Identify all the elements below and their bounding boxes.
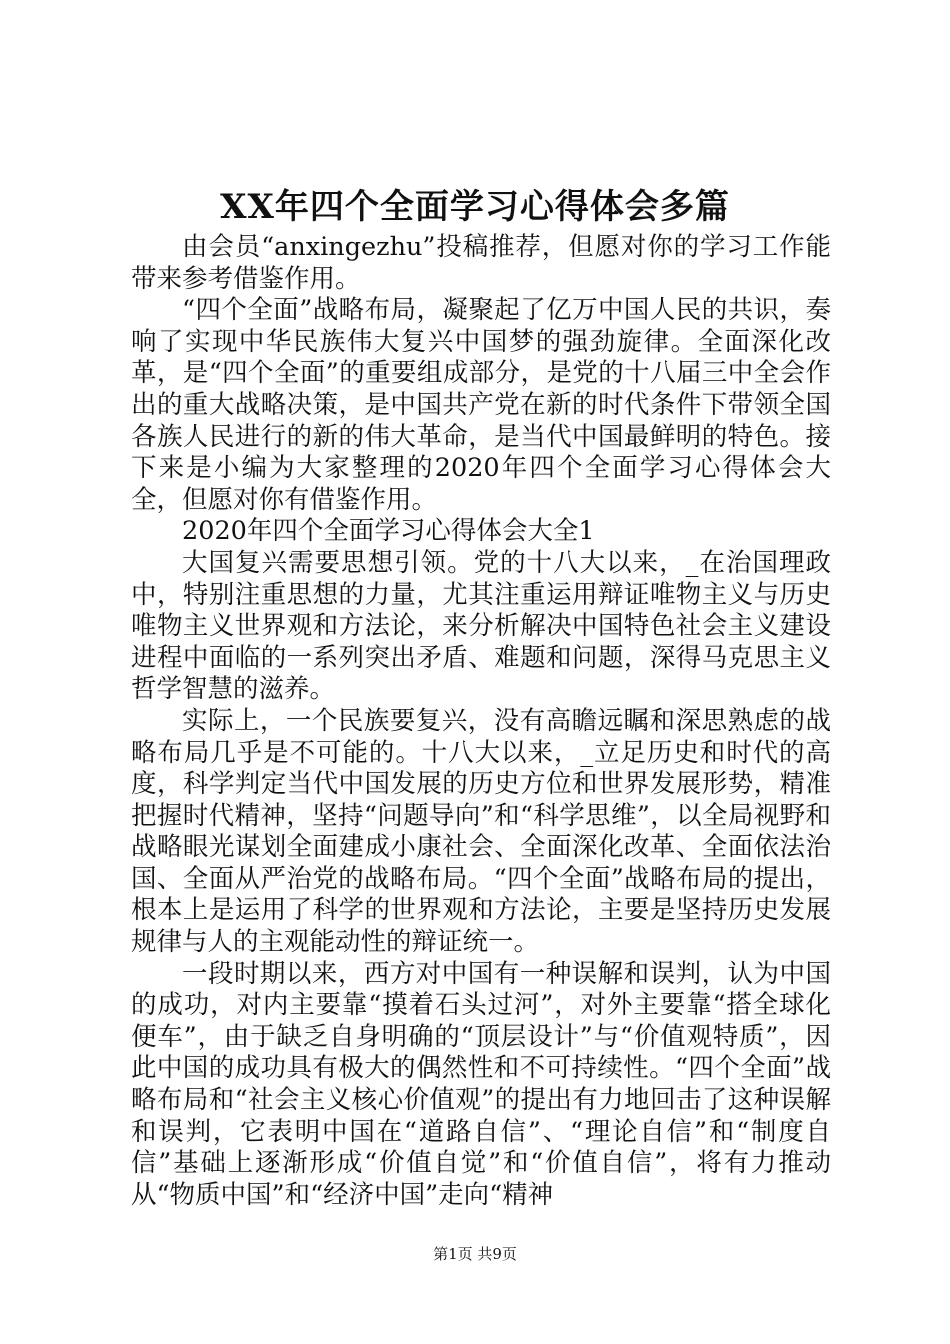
body-paragraph: 一段时期以来，西方对中国有一种误解和误判，认为中国的成功，对内主要靠“摸着石头过河”，对外主要靠“搭全球化便车”，由于缺乏自身明确的“顶层设计”与“价值观特质”，因此中国的成功具有极大的偶然性和不可持续性。“四个全面”战略布局和“社会主义核心价值观”的提出有力地回击了这种误解和误判，它表明中国在“道路自信”、“理论自信”和“制度自信”基础上逐渐形成“价值自觉”和“价值自信”，将有力推动从“物质中国”和“经济中国”走向“精神 — [131, 958, 831, 1210]
intro-paragraph: 由会员“anxingezhu”投稿推荐，但愿对你的学习工作能带来参考借鉴作用。 — [131, 232, 831, 294]
summary-paragraph: “四个全面”战略布局，凝聚起了亿万中国人民的共识，奏响了实现中华民族伟大复兴中国梦的强劲旋律。全面深化改革，是“四个全面”的重要组成部分，是党的十八届三中全会作出的重大战略决策，是中国共产党在新的时代条件下带领全国各族人民进行的新的伟大革命，是当代中国最鲜明的特色。接下来是小编为大家整理的2020年四个全面学习心得体会大全，但愿对你有借鉴作用。 — [131, 295, 831, 515]
body-paragraph: 大国复兴需要思想引领。党的十八大以来，_在治国理政中，特别注重思想的力量，尤其注重运用辩证唯物主义与历史唯物主义世界观和方法论，来分析解决中国特色社会主义建设进程中面临的一系列突出矛盾、难题和问题，深得马克思主义哲学智慧的滋养。 — [131, 547, 831, 705]
body-paragraph: 实际上，一个民族要复兴，没有高瞻远瞩和深思熟虑的战略布局几乎是不可能的。十八大以来，_立足历史和时代的高度，科学判定当代中国发展的历史方位和世界发展形势，精准把握时代精神，坚持“问题导向”和“科学思维”，以全局视野和战略眼光谋划全面建成小康社会、全面深化改革、全面依法治国、全面从严治党的战略布局。“四个全面”战略布局的提出，根本上是运用了科学的世界观和方法论，主要是坚持历史发展规律与人的主观能动性的辩证统一。 — [131, 705, 831, 958]
document-body — [131, 232, 831, 1211]
document-title: XX年四个全面学习心得体会多篇 — [220, 187, 730, 227]
section-heading: 2020年四个全面学习心得体会大全1 — [182, 516, 595, 547]
page-number: 第1页 共9页 — [433, 1245, 517, 1263]
